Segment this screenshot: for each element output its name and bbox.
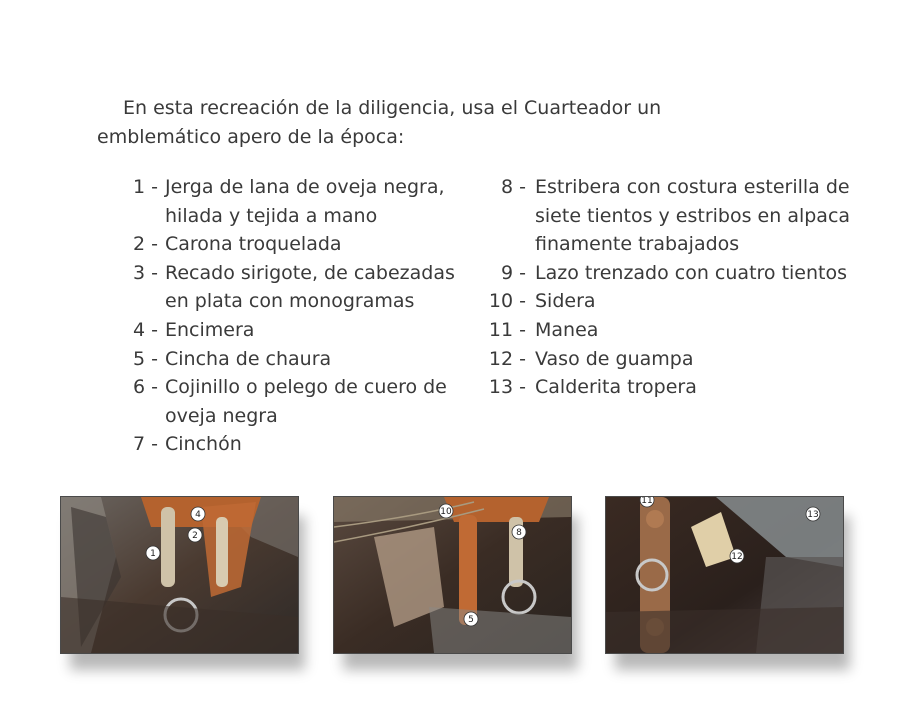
photo-marker <box>512 525 526 539</box>
photo-marker <box>146 546 160 560</box>
list-item <box>476 287 866 316</box>
item-text: Cinchón <box>165 433 242 456</box>
item-number: 12 - <box>488 347 526 370</box>
list-item <box>97 345 477 374</box>
photo-marker <box>188 528 202 542</box>
saddle-photo-1 <box>60 496 299 654</box>
item-number: 7 - <box>133 433 158 456</box>
photo-marker <box>464 612 478 626</box>
photo-marker <box>439 504 453 518</box>
item-text: Estribera con costura esterilla de siete tientos y estribos en alpaca finamente trabajados <box>535 176 851 256</box>
svg-text:13: 13 <box>807 510 819 520</box>
photo-marker <box>640 497 654 507</box>
list-item <box>476 345 866 374</box>
item-number: 2 - <box>133 233 158 256</box>
item-text: Encimera <box>165 318 255 341</box>
item-text: Manea <box>535 318 599 341</box>
intro-text: En esta recreación de la diligencia, usa el Cuarteador un emblemático apero de la época: <box>97 97 662 148</box>
photo-marker <box>806 507 820 521</box>
svg-text:4: 4 <box>195 510 201 520</box>
item-number: 3 - <box>133 261 158 284</box>
svg-text:12: 12 <box>731 552 743 562</box>
list-item <box>476 259 866 288</box>
photo-marker <box>730 549 744 563</box>
list-item <box>476 316 866 345</box>
item-number: 6 - <box>133 376 158 399</box>
item-number: 9 - <box>501 261 526 284</box>
item-text: Recado sirigote, de cabezadas en plata con monogramas <box>165 261 455 313</box>
saddle-photo-2 <box>333 496 572 654</box>
item-text: Calderita tropera <box>535 376 697 399</box>
photo-marker <box>191 507 205 521</box>
list-item <box>97 230 477 259</box>
svg-text:8: 8 <box>516 528 522 538</box>
svg-text:1: 1 <box>150 549 156 559</box>
item-list-left <box>97 173 477 459</box>
list-item <box>476 173 866 259</box>
item-text: Cincha de chaura <box>165 347 332 370</box>
list-item <box>97 259 477 316</box>
item-number: 13 - <box>488 376 526 399</box>
item-text: Cojinillo o pelego de cuero de oveja negra <box>165 376 447 427</box>
svg-text:11: 11 <box>641 497 653 506</box>
item-text: Vaso de guampa <box>535 347 694 370</box>
svg-text:10: 10 <box>440 507 452 517</box>
svg-text:5: 5 <box>468 615 474 625</box>
list-item <box>476 373 866 402</box>
svg-text:2: 2 <box>192 531 198 541</box>
intro-paragraph <box>97 94 737 152</box>
list-item <box>97 316 477 345</box>
item-text: Lazo trenzado con cuatro tientos <box>535 261 848 284</box>
list-item <box>97 173 477 230</box>
item-number: 1 - <box>133 176 158 198</box>
item-number: 10 - <box>488 290 526 313</box>
saddle-photo-3 <box>605 496 844 654</box>
item-number: 4 - <box>133 318 158 341</box>
item-number: 5 - <box>133 347 158 370</box>
list-item <box>97 373 477 430</box>
item-list-right <box>476 173 866 402</box>
item-number: 8 - <box>501 176 526 198</box>
list-item <box>97 430 477 459</box>
item-text: Jerga de lana de oveja negra, hilada y tejida a mano <box>165 176 445 227</box>
item-number: 11 - <box>488 318 526 341</box>
item-text: Sidera <box>535 290 596 313</box>
item-text: Carona troquelada <box>165 233 342 256</box>
